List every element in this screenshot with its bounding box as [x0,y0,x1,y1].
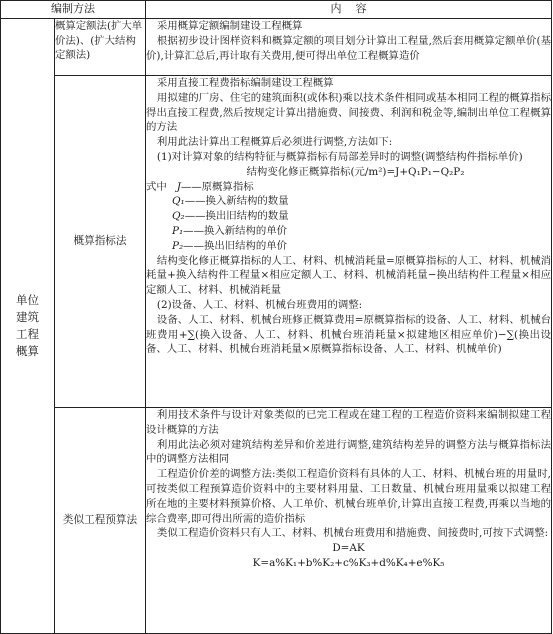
paragraph: 工程造价价差的调整方法:类似工程造价资料有具体的人工、材料、机械台班的用量时,可按类似工程预算造价资料中的主要材料用量、工日数量、机械台班用量乘以拟建工程所在地的主要材料预算价格、人工单价、机械台班单价,计算出直接工程费,再乘以当地的综合费率,即可得出所需的造价指标 [146,468,551,525]
legend-row [146,180,551,195]
paragraph: 类似工程造价资料只有人工、材料、机械台班费用和措施费、间接费时,可按下式调整: [156,527,549,540]
header-content [146,1,552,19]
legend-desc: ——原概算指标 [180,180,254,193]
legend-symbol: P₂ [172,239,184,252]
paragraph: 结构变化修正概算指标的人工、材料、机械消耗量=原概算指标的人工、材料、机械消耗量+换入结构件工程量×相应定额人工、材料、机械消耗量−换出结构件工程量×相应定额人工、材料、机械消耗量 [146,254,551,297]
paragraph: 用拟建的厂房、住宅的建筑面积(或体积)乘以技术条件相同或基本相同工程的概算指标得出直接工程费,然后按规定计算出措施费、间接费、利润和税金等,编制出单位工程概算的方法 [146,91,551,134]
paragraph: 根据初步设计图样资料和概算定额的项目划分计算出工程量,然后套用概算定额单价(基价),计算汇总后,再计取有关费用,便可得出单位工程概算造价 [146,34,551,62]
paragraph: 利用此法计算出工程概算后必须进行调整,方法如下: [156,136,393,149]
category-line: 单位 [16,293,39,307]
method-content [146,408,552,634]
legend-intro: 式中 [146,180,167,193]
legend-row [146,194,551,209]
method-name: 概算定额法(扩大单价法)、(扩大结构定额法) [55,19,146,76]
legend-symbol: Q₁ [172,195,185,208]
method-name: 概算指标法 [55,76,146,408]
paragraph: 采用直接工程费指标编制建设工程概算 [156,77,334,89]
category-line: 建筑 [16,310,39,324]
paragraph: (2)设备、人工、材料、机械台班费用的调整: [156,298,363,311]
header-method: 编制方法 [1,1,146,19]
legend-symbol: Q₂ [172,210,185,223]
method-content [146,19,552,76]
category-line: 工程 [16,327,39,341]
legend-symbol: P₁ [172,224,184,237]
table-row [1,408,552,634]
formula: 结构变化修正概算指标(元/m²)=J+Q₁P₁−Q₂P₂ [246,165,465,178]
paragraph: 利用此法必须对建筑结构差异和价差进行调整,建筑结构差异的调整方法与概算指标法中的调整方法相同 [146,438,551,466]
legend-desc: ——换出旧结构的单价 [183,239,288,252]
formula: K=a%K₁+b%K₂+c%K₃+d%K₄+e%K₅ [252,556,445,569]
legend-symbol: J [176,180,181,193]
formula: D=AK [332,542,365,555]
legend-desc: ——换出旧结构的数量 [184,210,289,223]
table-row [1,76,552,408]
category-line: 概算 [16,344,39,358]
paragraph: (1)对计算对象的结构特征与概算指标有局部差异时的调整(调整结构件指标单价) [156,150,523,163]
table-row [1,19,552,76]
paragraph: 利用技术条件与设计对象类似的已完工程或在建工程的工程造价资料来编制拟建工程设计概算的方法 [146,409,551,436]
paragraph: 采用概算定额编制建设工程概算 [156,20,303,32]
paragraph: 设备、人工、材料、机械台班修正概算费用=原概算指标的设备、人工、材料、机械台班费用+∑(换入设备、人工、材料、机械台班消耗量×拟建地区相应单价)−∑(换出设备、人工、材料、机械台班消耗量×原概算指标设备、人工、材料、机械单价) [146,313,551,356]
method-content [146,76,552,408]
category-cell [1,19,55,634]
legend-row [146,239,551,254]
header-row [1,1,552,19]
method-name: 类似工程预算法 [55,408,146,634]
legend-row [146,209,551,224]
header-content-text: 内容 [330,2,381,16]
legend-desc: ——换入新结构的单价 [183,224,288,237]
legend-row [146,224,551,239]
legend-desc: ——换入新结构的数量 [184,195,289,208]
